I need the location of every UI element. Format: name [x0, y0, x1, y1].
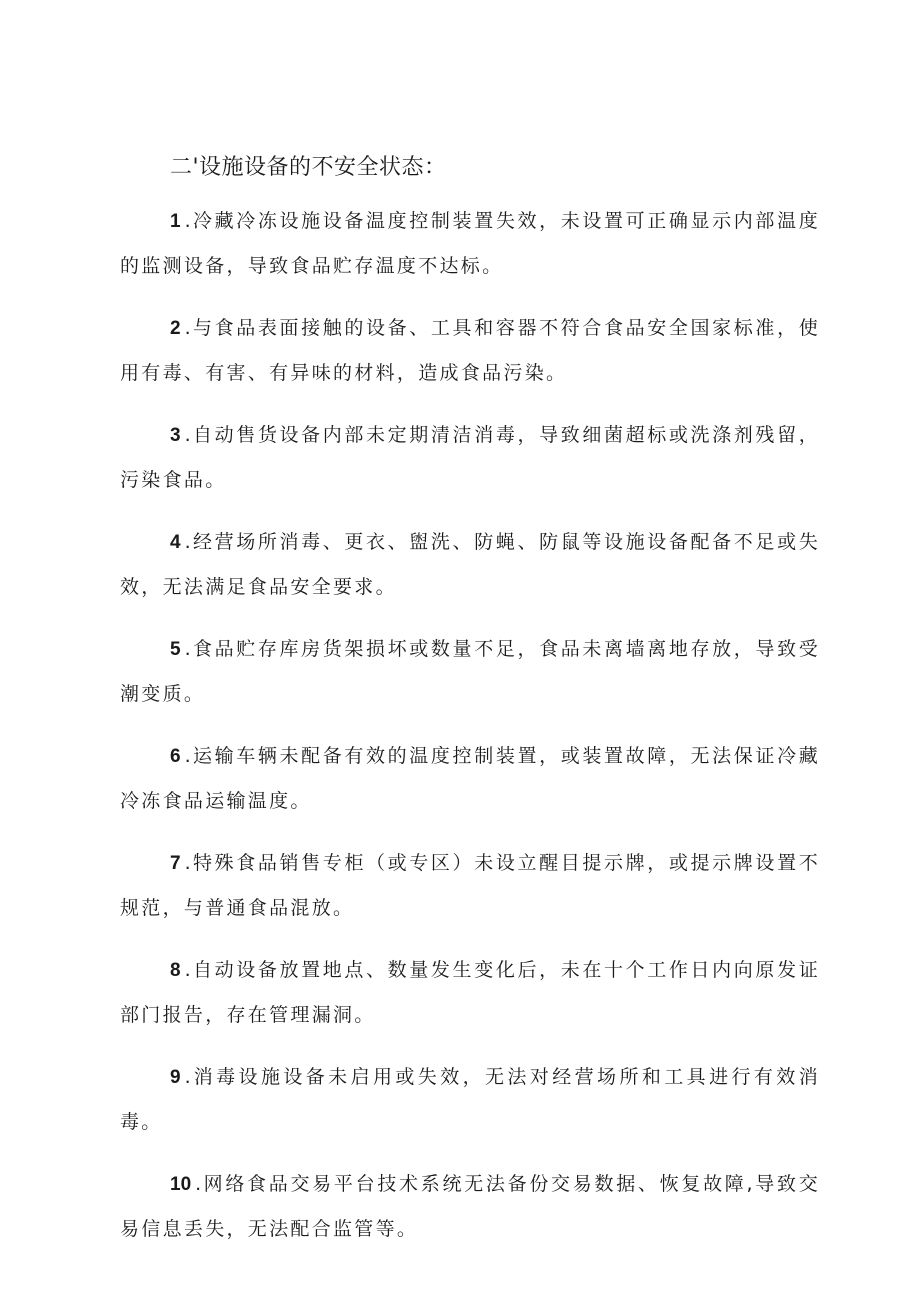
item-separator: .: [184, 638, 191, 660]
item-separator: .: [184, 424, 191, 446]
item-separator: .: [184, 745, 191, 767]
item-number: 1: [170, 211, 181, 232]
list-item: [120, 520, 820, 609]
item-number: 7: [170, 853, 181, 874]
section-heading: 二'设施设备的不安全状态：: [170, 155, 447, 180]
list-item: [120, 948, 820, 1037]
item-text: 自动设备放置地点、数量发生变化后，未在十个工作日内向原发证部门报告，存在管理漏洞。: [120, 959, 820, 1026]
item-separator: .: [195, 1173, 202, 1195]
item-text: 特殊食品销售专柜（或专区）未设立醒目提示牌，或提示牌设置不规范，与普通食品混放。: [120, 852, 820, 919]
item-separator: .: [184, 959, 191, 981]
item-text: 网络食品交易平台技术系统无法备份交易数据、恢复故障,导致交易信息丢失，无法配合监管等。: [120, 1173, 820, 1240]
item-number: 5: [170, 639, 181, 660]
item-number: 4: [170, 532, 181, 553]
item-separator: .: [184, 210, 191, 232]
list-item: [120, 1162, 820, 1251]
item-text: 食品贮存库房货架损坏或数量不足，食品未离墙离地存放，导致受潮变质。: [120, 638, 820, 705]
item-text: 消毒设施设备未启用或失效，无法对经营场所和工具进行有效消毒。: [120, 1066, 820, 1133]
item-text: 与食品表面接触的设备、工具和容器不符合食品安全国家标准，使用有毒、有害、有异味的材料，造成食品污染。: [120, 317, 820, 384]
list-item: [120, 734, 820, 823]
item-number: 9: [170, 1067, 181, 1088]
item-separator: .: [184, 317, 191, 339]
item-number: 3: [170, 425, 181, 446]
list-item: [120, 199, 820, 288]
list-item: [120, 1055, 820, 1144]
list-item: [120, 627, 820, 716]
item-number: 10: [170, 1174, 192, 1195]
item-text: 自动售货设备内部未定期清洁消毒，导致细菌超标或洗涤剂残留，污染食品。: [120, 424, 820, 491]
item-number: 8: [170, 960, 181, 981]
item-text: 经营场所消毒、更衣、盥洗、防蝇、防鼠等设施设备配备不足或失效，无法满足食品安全要求。: [120, 531, 820, 598]
item-separator: .: [184, 531, 191, 553]
item-separator: .: [184, 1066, 191, 1088]
item-text: 运输车辆未配备有效的温度控制装置，或装置故障，无法保证冷藏冷冻食品运输温度。: [120, 745, 820, 812]
item-text: 冷藏冷冻设施设备温度控制装置失效，未设置可正确显示内部温度的监测设备，导致食品贮存温度不达标。: [120, 210, 820, 277]
item-number: 2: [170, 318, 181, 339]
list-item: [120, 841, 820, 930]
hazard-list: [120, 199, 820, 1269]
list-item: [120, 306, 820, 395]
item-separator: .: [184, 852, 191, 874]
item-number: 6: [170, 746, 181, 767]
list-item: [120, 413, 820, 502]
